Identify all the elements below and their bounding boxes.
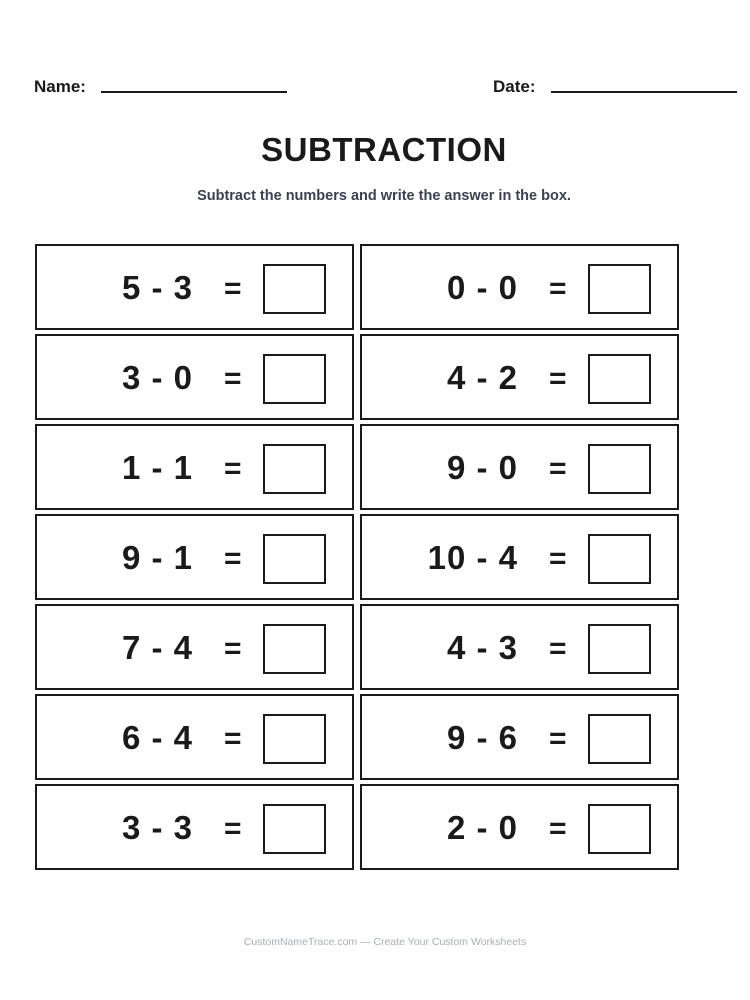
problem-expression: 4 - 2 [446, 359, 518, 396]
equals-sign: = [224, 722, 242, 755]
equals-sign: = [549, 722, 567, 755]
problem-cell [360, 784, 679, 870]
equals-sign: = [549, 272, 567, 305]
problem-expression: 5 - 3 [121, 269, 193, 306]
problem-expression: 6 - 4 [121, 719, 193, 756]
equals-sign: = [224, 362, 242, 395]
answer-box[interactable] [588, 804, 651, 854]
problem-expression: 0 - 0 [446, 269, 518, 306]
answer-box[interactable] [263, 714, 326, 764]
problem-cell [360, 694, 679, 780]
header-fields [34, 76, 737, 98]
answer-box[interactable] [263, 444, 326, 494]
problem-cell [35, 334, 354, 420]
problem-cell [35, 514, 354, 600]
answer-box[interactable] [263, 534, 326, 584]
problem-cell [360, 514, 679, 600]
answer-box[interactable] [263, 264, 326, 314]
worksheet-title: SUBTRACTION [261, 131, 507, 168]
answer-box[interactable] [263, 624, 326, 674]
answer-box[interactable] [588, 444, 651, 494]
equals-sign: = [549, 362, 567, 395]
answer-box[interactable] [263, 354, 326, 404]
problem-cell [35, 424, 354, 510]
equals-sign: = [549, 632, 567, 665]
answer-box[interactable] [588, 624, 651, 674]
problem-expression: 1 - 1 [121, 449, 193, 486]
date-write-line[interactable] [551, 91, 737, 93]
equals-sign: = [224, 812, 242, 845]
worksheet-instructions: Subtract the numbers and write the answer in the box. [197, 188, 571, 204]
equals-sign: = [549, 812, 567, 845]
answer-box[interactable] [263, 804, 326, 854]
name-write-line[interactable] [101, 91, 287, 93]
problem-cell [35, 604, 354, 690]
problem-cell [35, 694, 354, 780]
problem-cell [360, 334, 679, 420]
problem-cell [35, 784, 354, 870]
problem-cell [360, 604, 679, 690]
problem-grid [35, 244, 683, 874]
date-label: Date: [493, 77, 536, 96]
problem-cell [360, 424, 679, 510]
answer-box[interactable] [588, 534, 651, 584]
answer-box[interactable] [588, 714, 651, 764]
equals-sign: = [224, 452, 242, 485]
problem-expression: 4 - 3 [446, 629, 518, 666]
problem-expression: 10 - 4 [427, 539, 518, 576]
equals-sign: = [549, 542, 567, 575]
problem-expression: 7 - 4 [121, 629, 193, 666]
answer-box[interactable] [588, 354, 651, 404]
problem-cell [35, 244, 354, 330]
equals-sign: = [549, 452, 567, 485]
problem-cell [360, 244, 679, 330]
footer-credit: CustomNameTrace.com — Create Your Custom Worksheets [243, 936, 527, 948]
problem-expression: 9 - 1 [121, 539, 193, 576]
answer-box[interactable] [588, 264, 651, 314]
problem-expression: 9 - 6 [446, 719, 518, 756]
problem-expression: 3 - 0 [121, 359, 193, 396]
name-label: Name: [34, 77, 86, 96]
problem-expression: 2 - 0 [446, 809, 518, 846]
problem-expression: 3 - 3 [121, 809, 193, 846]
problem-expression: 9 - 0 [446, 449, 518, 486]
equals-sign: = [224, 272, 242, 305]
equals-sign: = [224, 632, 242, 665]
equals-sign: = [224, 542, 242, 575]
